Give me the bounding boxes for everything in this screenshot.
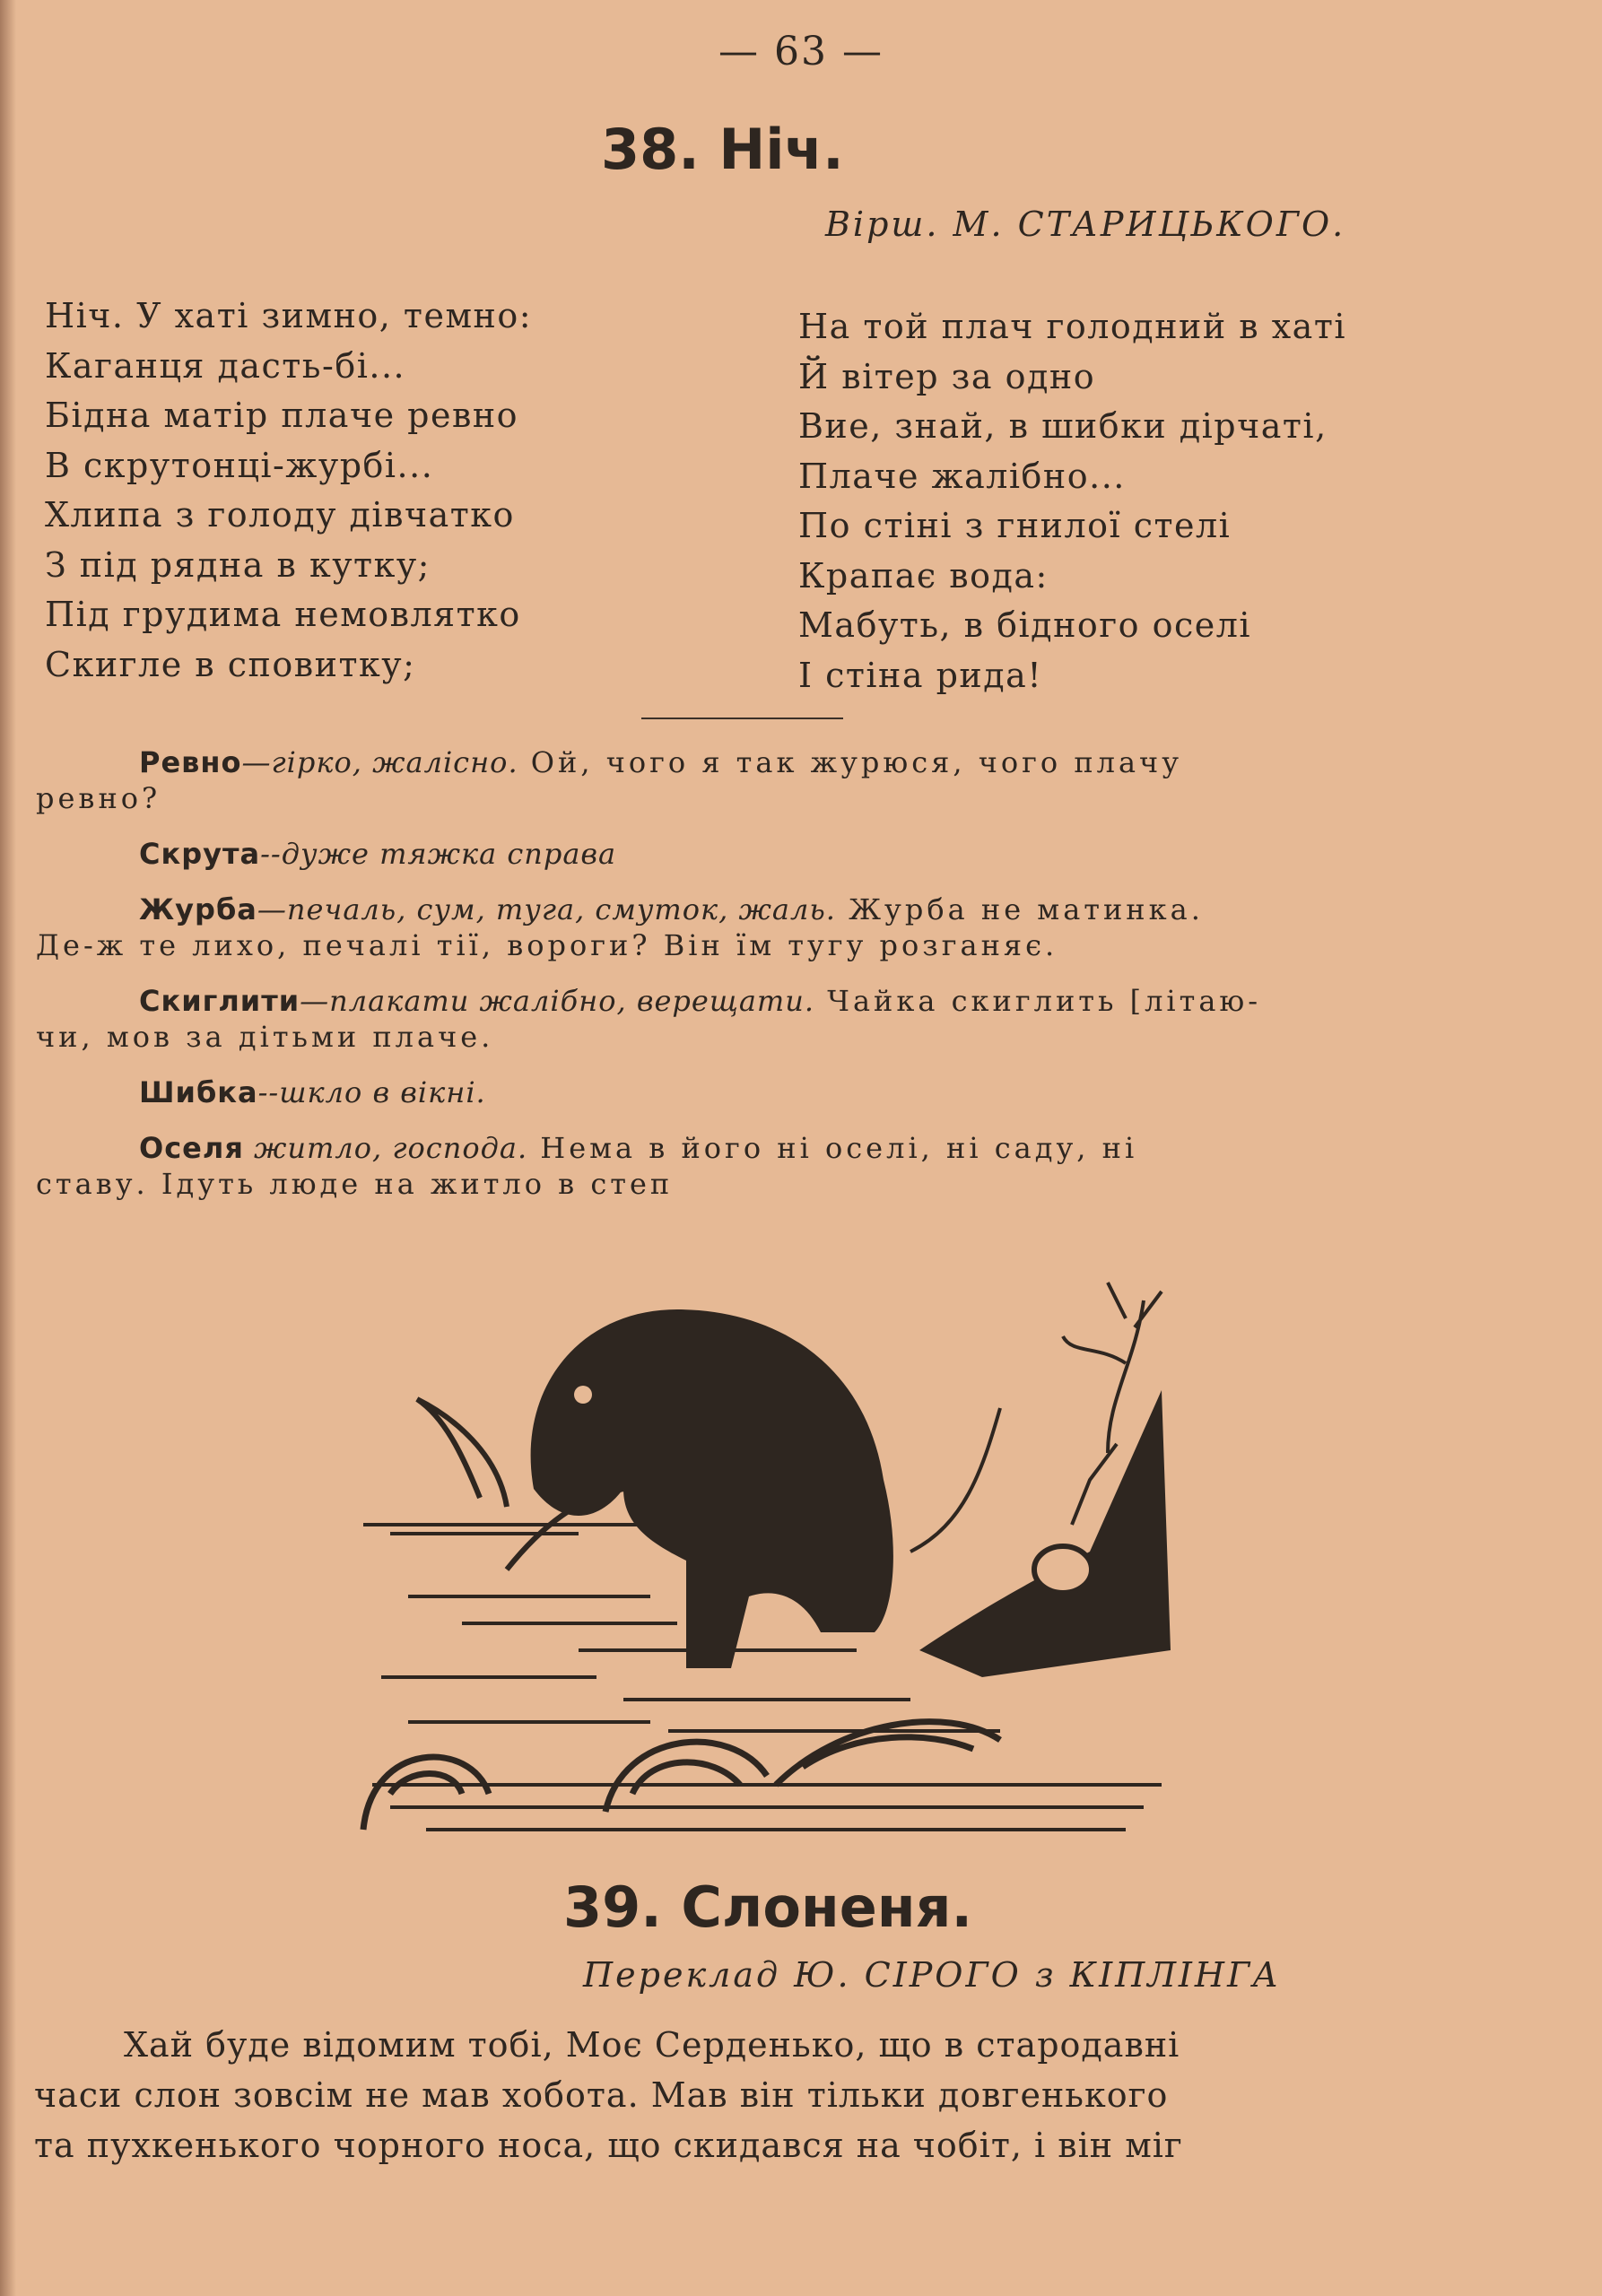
glossary-term: Ревно xyxy=(139,745,242,779)
story-line: Хай буде відомим тобі, Моє Серденько, що в стародавні xyxy=(124,2025,1180,2065)
crocodile-coil xyxy=(363,1757,489,1830)
crocodile-head xyxy=(919,1390,1171,1677)
glossary-example: Журба не матинка. xyxy=(835,892,1204,926)
story-line: часи слон зовсім не мав хобота. Мав він тільки довгенького xyxy=(34,2075,1169,2115)
poem-line: Хлипа з голоду дівчатко xyxy=(45,495,515,535)
poem-line: Плаче жалібно... xyxy=(798,456,1126,496)
glossary-term: Скиглити xyxy=(139,984,300,1018)
poem-stanza-right xyxy=(798,302,1346,700)
glossary-term: Журба xyxy=(139,892,257,926)
story-body xyxy=(34,2020,1183,2170)
poem-line: Скигле в сповитку; xyxy=(45,644,416,684)
glossary-entry xyxy=(36,1074,1462,1110)
glossary-example: Чайка скиглить [літаю- xyxy=(814,984,1262,1018)
poem-line: По стіні з гнилої стелі xyxy=(798,506,1232,545)
glossary-definition: —печаль, сум, туга, смуток, жаль. xyxy=(257,892,836,926)
page-number: — 63 — xyxy=(718,29,884,74)
poem-line: Вие, знай, в шибки дірчаті, xyxy=(798,406,1328,446)
glossary-entry xyxy=(36,744,1462,780)
glossary-definition: —плакати жалібно, верещати. xyxy=(300,984,815,1018)
glossary-entry xyxy=(36,983,1462,1019)
crocodile-eye xyxy=(1034,1546,1092,1593)
poem-line: Під грудима немовлятко xyxy=(45,595,521,634)
poem-line: Мабуть, в бідного оселі xyxy=(798,605,1252,645)
elephant-illustration xyxy=(354,1256,1180,1839)
story-line: та пухкенького чорного носа, що скидався на чобіт, і він міг xyxy=(34,2126,1183,2165)
story-byline: Переклад Ю. СІРОГО з КІПЛІНГА xyxy=(583,1955,1282,1995)
glossary-term: Оселя xyxy=(139,1131,244,1165)
poem-stanza-left xyxy=(45,291,532,690)
poem-line: Й вітер за одно xyxy=(798,356,1096,396)
glossary-term: Скрута xyxy=(139,837,261,871)
page-edge-shadow xyxy=(0,0,16,2296)
glossary-term: Шибка xyxy=(139,1075,258,1109)
section-divider xyxy=(641,718,843,719)
glossary xyxy=(36,744,1462,1202)
glossary-definition: —гірко, жалісно. xyxy=(241,745,518,779)
glossary-definition: житло, господа. xyxy=(243,1131,528,1165)
glossary-example-continuation: чи, мов за дітьми плаче. xyxy=(36,1020,494,1054)
poem-line: Бідна матір плаче ревно xyxy=(45,396,519,435)
elephant-eye xyxy=(574,1386,592,1404)
glossary-definition: --дуже тяжка справа xyxy=(260,837,617,871)
poem-line: Ніч. У хаті зимно, темно: xyxy=(45,296,533,335)
elephant-tusk xyxy=(417,1399,507,1507)
crocodile-snout xyxy=(910,1408,1000,1552)
poem-line: На той плач голодний в хаті xyxy=(798,307,1347,346)
poem-line: В скрутонці-журбі... xyxy=(45,445,434,485)
glossary-example-continuation: ревно? xyxy=(36,781,161,815)
elephant-body xyxy=(531,1309,893,1668)
glossary-entry xyxy=(36,1130,1462,1166)
poem-title: 38. Ніч. xyxy=(601,117,844,182)
glossary-entry xyxy=(36,891,1462,927)
poem-line: Каганця дасть-бі... xyxy=(45,345,406,386)
glossary-example-continuation: Де-ж те лихо, печалі тії, вороги? Він їм тугу розганяє. xyxy=(36,928,1058,962)
glossary-example: Ой, чого я так журюся, чого плачу xyxy=(518,745,1183,779)
poem-line: І стіна рида! xyxy=(798,655,1043,695)
poem-author: Вірш. М. СТАРИЦЬКОГО. xyxy=(825,204,1346,244)
glossary-definition: --шкло в вікні. xyxy=(257,1075,486,1109)
glossary-example: Нема в його ні оселі, ні саду, ні xyxy=(527,1131,1138,1165)
poem-line: З під рядна в кутку; xyxy=(45,544,431,585)
poem-line: Крапає вода: xyxy=(798,555,1049,596)
glossary-example-continuation: ставу. Ідуть люде на житло в степ xyxy=(36,1167,674,1201)
crocodile-coil xyxy=(605,1742,767,1812)
glossary-entry xyxy=(36,836,1462,872)
story-title: 39. Слоненя. xyxy=(563,1874,973,1940)
